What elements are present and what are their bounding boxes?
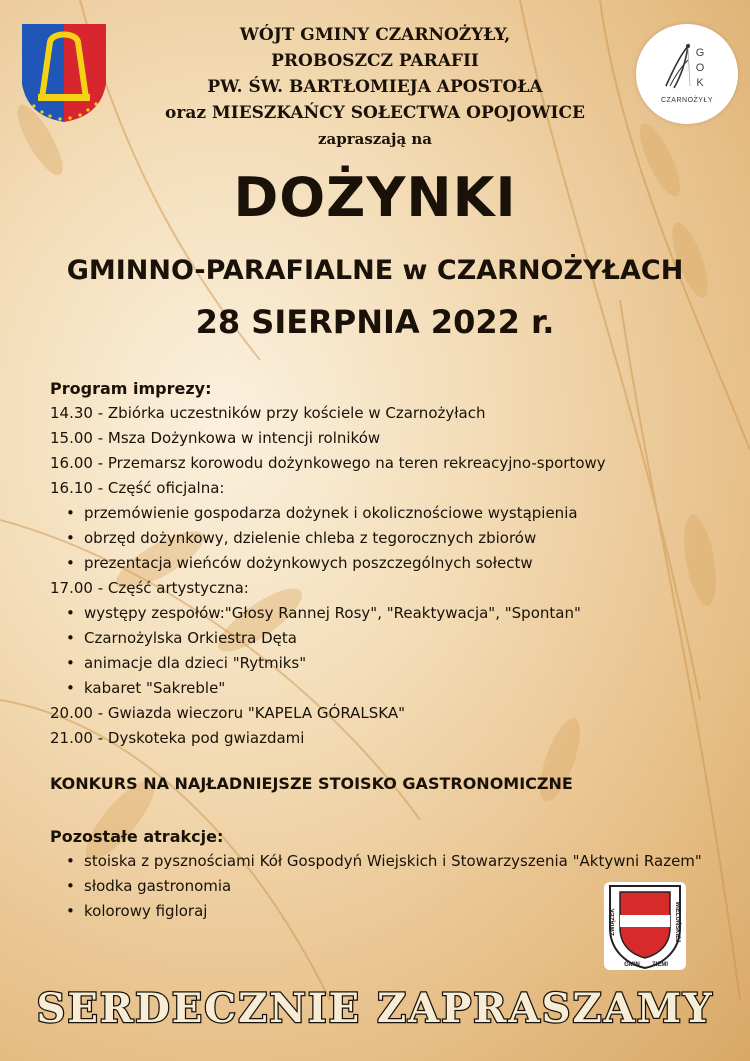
program-subitem: • animacje dla dzieci "Rytmiks" bbox=[50, 651, 606, 676]
attraction-item: • stoiska z pysznościami Kół Gospodyń Wiejskich i Stowarzyszenia "Aktywni Razem" bbox=[50, 849, 702, 874]
organizer-line: WÓJT GMINY CZARNOŻYŁY, bbox=[239, 25, 511, 45]
gok-letter: K bbox=[696, 77, 704, 89]
program-subitem: • obrzęd dożynkowy, dzielenie chleba z tegorocznych zbiorów bbox=[50, 526, 606, 551]
program-subitem: • występy zespołów:"Głosy Rannej Rosy", "Reaktywacja", "Spontan" bbox=[50, 601, 606, 626]
gok-letter: O bbox=[695, 62, 705, 74]
event-date: 28 SIERPNIA 2022 r. bbox=[195, 303, 555, 341]
footer-text: SERDECZNIE ZAPRASZAMY bbox=[36, 985, 714, 1032]
gok-letter: G bbox=[695, 47, 705, 59]
contest-heading: KONKURS NA NAJŁADNIEJSZE STOISKO GASTRONOMICZNE bbox=[50, 774, 573, 793]
program-heading: Program imprezy: bbox=[50, 379, 212, 398]
gok-logo-caption: CZARNOŻYŁY bbox=[660, 97, 714, 104]
program-subitem: • kabaret "Sakreble" bbox=[50, 676, 606, 701]
event-title: DOŻYNKI bbox=[233, 166, 517, 229]
attraction-item: • słodka gastronomia bbox=[50, 874, 702, 899]
program-item: 15.00 - Msza Dożynkowa w intencji rolników bbox=[50, 429, 381, 447]
organizer-line: PW. ŚW. BARTŁOMIEJA APOSTOŁA bbox=[207, 77, 543, 97]
badge-text-left: ZWIĄZEK bbox=[610, 908, 616, 936]
program-item: 16.10 - Część oficjalna: bbox=[50, 479, 225, 497]
program-subitem: • przemówienie gospodarza dożynek i okolicznościowe wystąpienia bbox=[50, 501, 606, 526]
badge-text-bottom-left: GMIN bbox=[624, 962, 640, 968]
organizers-block bbox=[110, 22, 640, 152]
organizer-line: PROBOSZCZ PARAFII bbox=[271, 51, 479, 71]
gok-logo bbox=[636, 24, 738, 124]
program-item: 17.00 - Część artystyczna: bbox=[50, 579, 249, 597]
gok-letters bbox=[694, 46, 706, 91]
program-item: 16.00 - Przemarsz korowodu dożynkowego na teren rekreacyjno-sportowy bbox=[50, 454, 606, 472]
program-item: 20.00 - Gwiazda wieczoru "KAPELA GÓRALSKA" bbox=[50, 704, 406, 722]
program-subitem: • prezentacja wieńców dożynkowych poszczególnych sołectw bbox=[50, 551, 606, 576]
gok-bird-icon bbox=[636, 24, 738, 124]
event-subtitle: GMINNO-PARAFIALNE w CZARNOŻYŁACH bbox=[66, 255, 684, 286]
program-item: 21.00 - Dyskoteka pod gwiazdami bbox=[50, 729, 305, 747]
badge-text-right: WIELUŃSKIEJ bbox=[674, 901, 680, 943]
program-section bbox=[50, 376, 606, 751]
footer-banner bbox=[0, 978, 750, 1038]
organizer-line: oraz MIESZKAŃCY SOŁECTWA OPOJOWICE bbox=[165, 103, 585, 123]
attractions-heading: Pozostałe atrakcje: bbox=[50, 827, 224, 846]
municipality-crest-icon bbox=[20, 22, 108, 126]
program-subitem: • Czarnożylska Orkiestra Dęta bbox=[50, 626, 606, 651]
association-badge-icon bbox=[604, 882, 686, 970]
attraction-item: • kolorowy figloraj bbox=[50, 899, 702, 924]
program-item: 14.30 - Zbiórka uczestników przy kościele w Czarnożyłach bbox=[50, 404, 486, 422]
invitation-line: zapraszają na bbox=[317, 130, 433, 148]
badge-text-bottom-right: ZIEMI bbox=[652, 962, 668, 968]
